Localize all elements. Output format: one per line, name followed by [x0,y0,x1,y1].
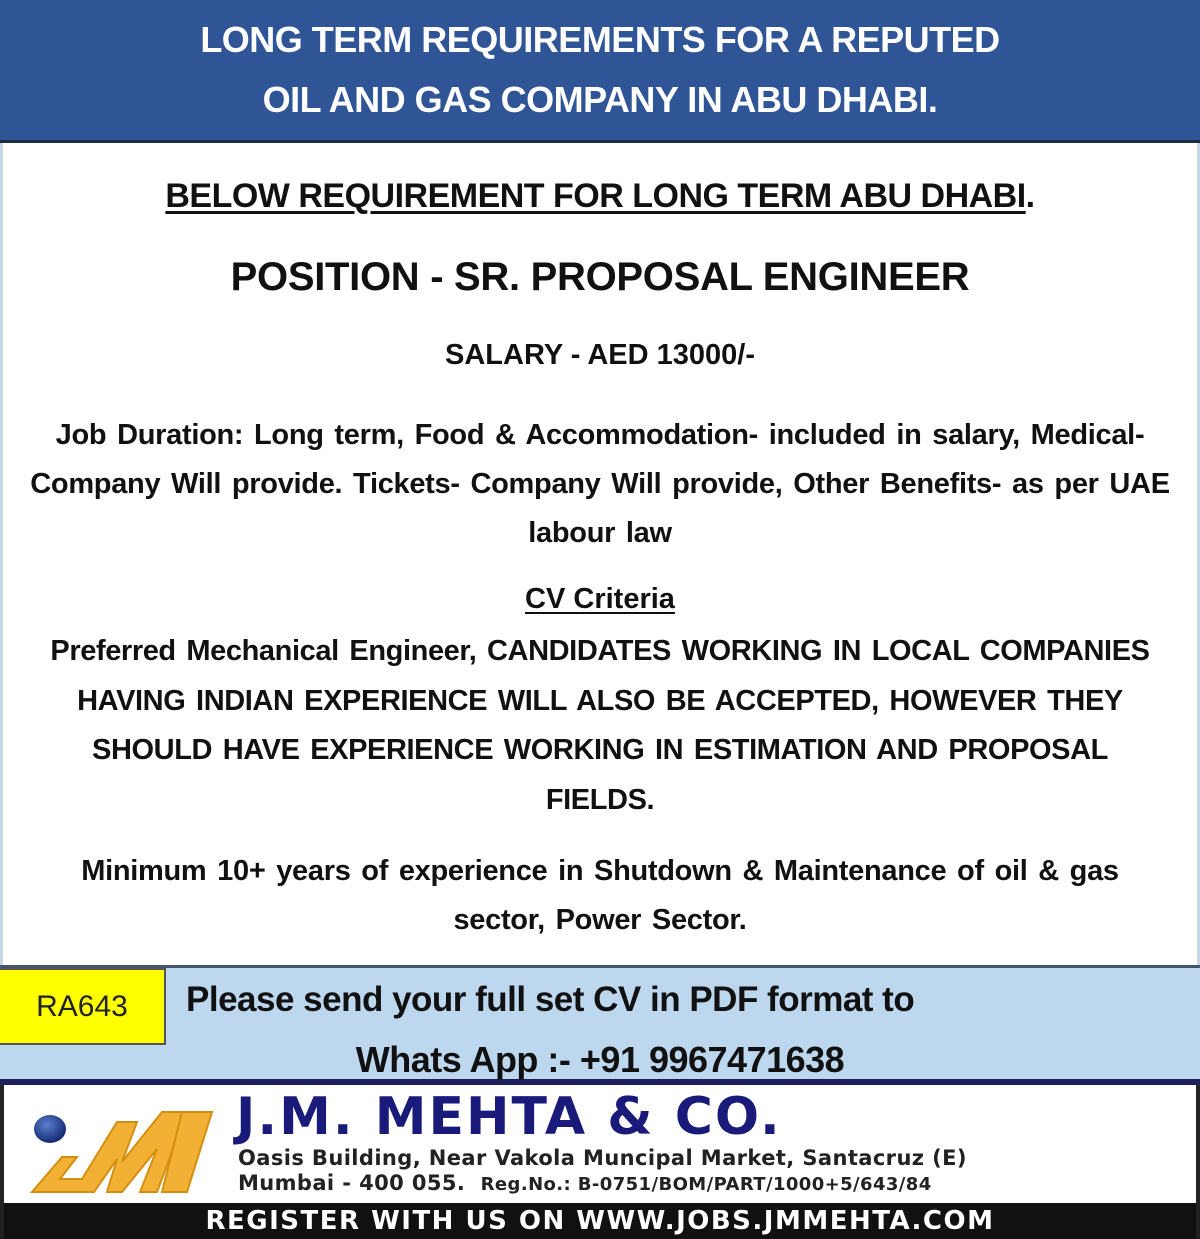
cv-instruction: Please send your full set CV in PDF format to [186,980,915,1019]
address-line-2 [238,1171,967,1197]
address-line-1: Oasis Building, Near Vakola Muncipal Market, Santacruz (E) [238,1146,967,1170]
jm-logo-icon [22,1097,222,1197]
subheading-text: BELOW REQUIREMENT FOR LONG TERM ABU DHABI [165,177,1026,215]
header-line-1: LONG TERM REQUIREMENTS FOR A REPUTED [200,19,1000,60]
reference-badge: RA643 [0,968,166,1045]
subheading-suffix: . [1025,177,1035,215]
register-website-link[interactable]: REGISTER WITH US ON WWW.JOBS.JMMEHTA.COM [4,1203,1196,1239]
cv-criteria-heading [3,583,1197,616]
company-footer [0,1085,1200,1239]
cv-criteria-title: CV Criteria [525,583,675,615]
company-address [238,1146,967,1197]
cv-criteria-body: Preferred Mechanical Engineer, CANDIDATES WORKING IN LOCAL COMPANIES HAVING INDIAN EXPERIENCE WILL ALSO BE ACCEPTED, HOWEVER THEY SHOULD HAVE EXPERIENCE WORKING IN ESTIMATION AND PROPOSAL FIELDS. [50,635,1150,816]
whatsapp-number[interactable]: Whats App :- +91 9967471638 [355,1039,845,1080]
address-city: Mumbai - 400 055. [238,1171,466,1195]
registration-number: Reg.No.: B-0751/BOM/PART/1000+5/643/84 [480,1174,932,1195]
position-title: POSITION - SR. PROPOSAL ENGINEER [230,255,970,299]
job-duration: Job Duration: Long term, Food & Accommodation- included in salary, Medical- Company Will provide. Tickets- Company Will provide, Other Benefits- as per UAE labour law [30,419,1170,549]
job-details [0,143,1200,965]
salary: SALARY - AED 13000/- [445,339,755,371]
contact-section [0,965,1200,1085]
header-banner [0,0,1200,143]
experience-requirement: Minimum 10+ years of experience in Shutdown & Maintenance of oil & gas sector, Power Sector. [81,855,1119,936]
header-line-2: OIL AND GAS COMPANY IN ABU DHABI. [262,79,938,120]
company-name: J.M. MEHTA & CO. [236,1087,782,1147]
subheading [3,177,1197,216]
